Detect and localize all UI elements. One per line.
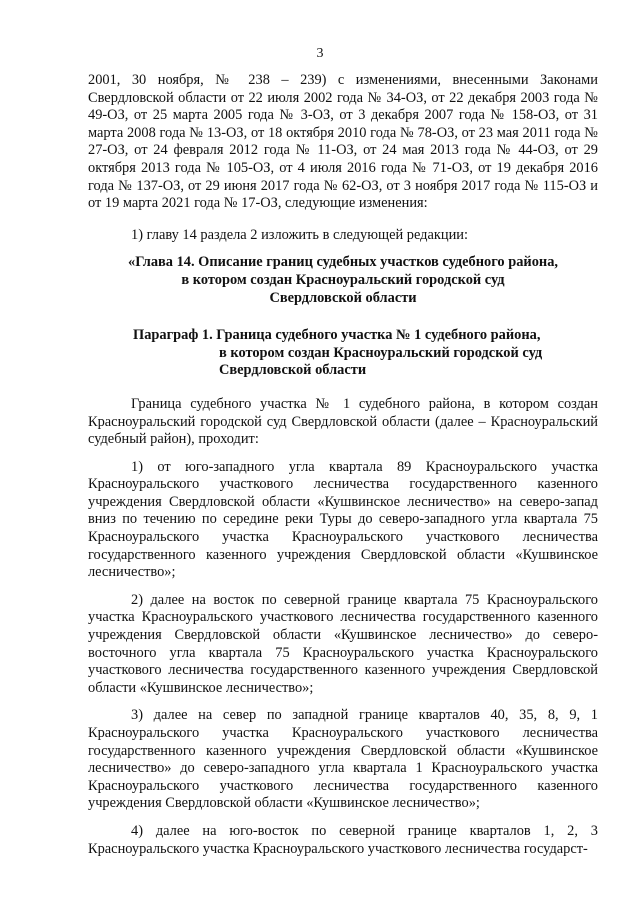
chapter-heading-line: Свердловской области	[269, 289, 417, 306]
amendment-item-1: 1) главу 14 раздела 2 изложить в следующей редакции:	[131, 226, 468, 243]
paragraph-heading-line: Параграф 1. Граница судебного участка № 1 судебного района,	[133, 327, 541, 344]
chapter-heading	[88, 254, 598, 307]
paragraph-heading	[88, 327, 598, 380]
paragraph-heading-line: в котором создан Красноуральский городской суд	[219, 344, 543, 361]
chapter-heading-line: «Глава 14. Описание границ судебных участков судебного района,	[128, 254, 558, 271]
document-body	[88, 72, 598, 858]
boundary-point: 1) от юго-западного угла квартала 89 Красноуральского участка Красноуральского участкового лесничества государственного казенного учреждения Свердловской области «Кушвинское лесничество» на северо-запад вниз по течению по середине реки Туры до северо-западного угла квартала 75 Красноуральского участка Красноуральского участкового лесничества государственного казенного учреждения Свердловской области «Кушвинское лесничество»;	[88, 458, 598, 581]
boundary-point: 4) далее на юго-восток по северной границе кварталов 1, 2, 3 Красноуральского участка Красноуральского участкового лесничества государст-	[88, 822, 598, 857]
boundary-point: 3) далее на север по западной границе кварталов 40, 35, 8, 9, 1 Красноуральского участка Красноуральского участкового лесничества государственного казенного учреждения Свердловской области «Кушвинское лесничество» до северо-западного угла квартала 1 Красноуральского участка Красноуральского участкового лесничества государственного казенного учреждения Свердловской области «Кушвинское лесничество»;	[88, 707, 598, 812]
boundary-point: 2) далее на восток по северной границе квартала 75 Красноуральского участка Красноуральского участкового лесничества государственного казенного учреждения Свердловской области «Кушвинское лесничество» до северо-восточного угла квартала 75 Красноуральского участка Красноуральского участкового лесничества государственного казенного учреждения Свердловской области «Кушвинское лесничество»;	[88, 591, 598, 696]
paragraph-heading-line: Свердловской области	[219, 362, 367, 379]
intro-continuation: 2001, 30 ноября, № 238 – 239) с изменениями, внесенными Законами Свердловской области от 22 июля 2002 года № 34-ОЗ, от 22 декабря 2003 года № 49-ОЗ, от 25 марта 2005 года № 3-ОЗ, от 3 декабря 2007 года № 158-ОЗ, от 31 марта 2008 года № 13-ОЗ, от 18 октября 2010 года № 78-ОЗ, от 23 мая 2011 года № 27-ОЗ, от 24 февраля 2012 года № 11-ОЗ, от 24 мая 2013 года № 44-ОЗ, от 29 октября 2013 года № 105-ОЗ, от 4 июля 2016 года № 71-ОЗ, от 19 декабря 2016 года № 137-ОЗ, от 29 июня 2017 года № 62-ОЗ, от 3 ноября 2017 года № 115-ОЗ и от 19 марта 2021 года № 17-ОЗ, следующие изменения:	[88, 72, 598, 212]
boundary-intro: Граница судебного участка № 1 судебного района, в котором создан Красноуральский городской суд Свердловской области (далее – Красноуральский судебный район), проходит:	[88, 395, 598, 448]
page-number: 3	[316, 46, 324, 61]
chapter-heading-line: в котором создан Красноуральский городской суд	[181, 271, 505, 288]
